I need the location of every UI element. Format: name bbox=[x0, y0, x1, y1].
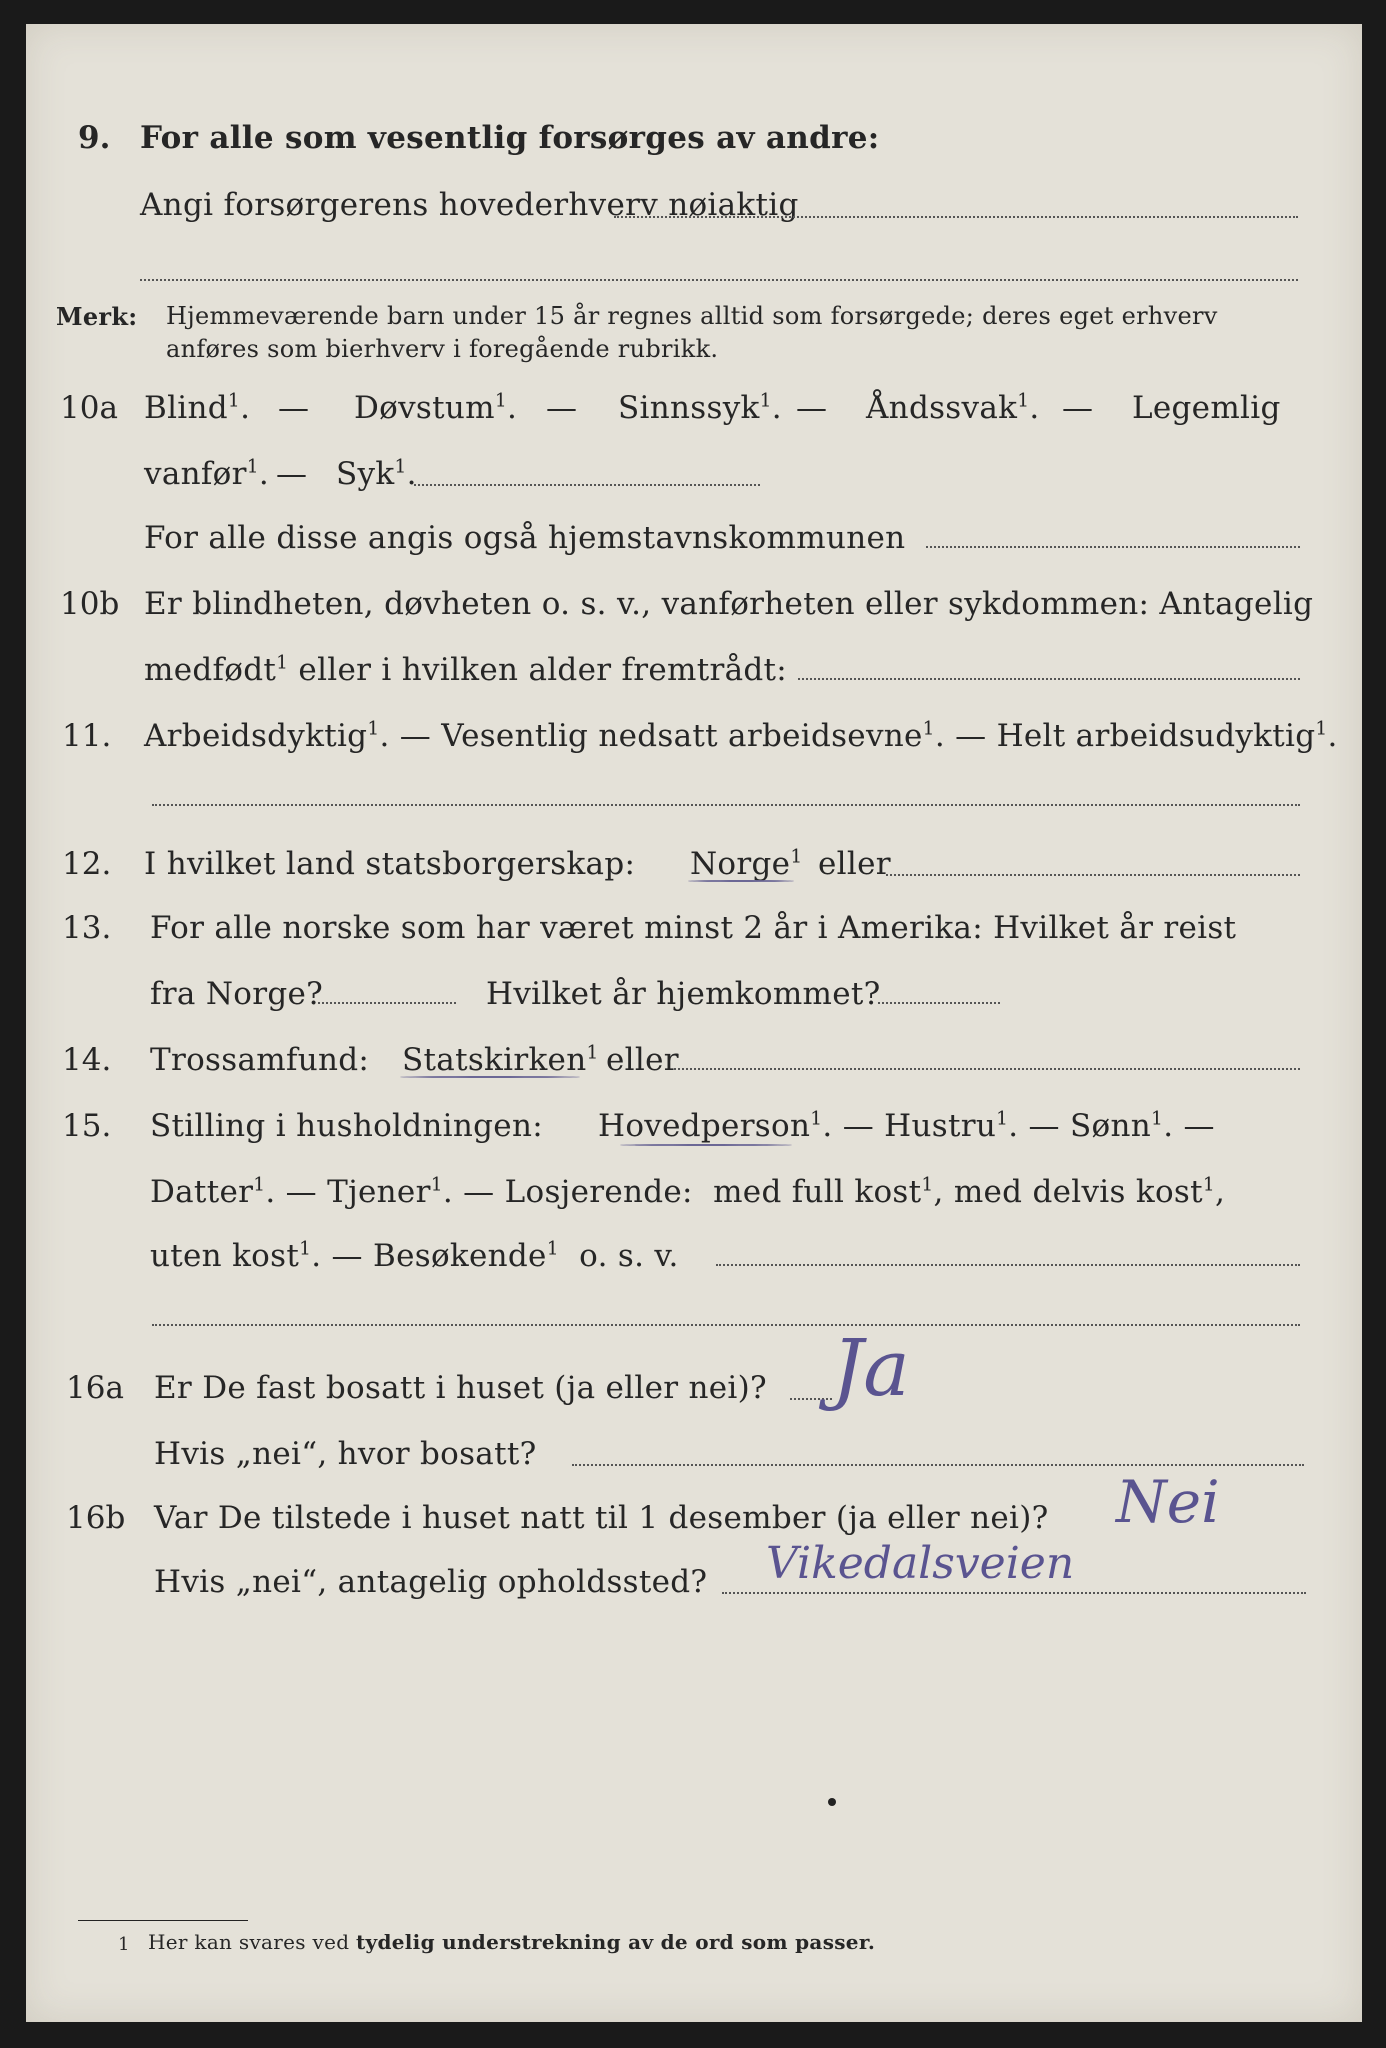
q16b-handwritten-place[interactable]: Vikedalsveien bbox=[766, 1538, 1075, 1589]
q15-hovedperson[interactable]: Hovedperson$^1$. — Hustru$^1$. — Sønn$^1$. — bbox=[598, 1108, 1215, 1144]
dash: — bbox=[1062, 390, 1094, 426]
footnote-text: Her kan svares ved tydelig understrekning av de ord som passer. bbox=[148, 1930, 876, 1954]
q10b-line-1: Er blindheten, døvheten o. s. v., vanførheten eller sykdommen: Antagelig bbox=[144, 586, 1314, 622]
q14-answer-line[interactable] bbox=[674, 1068, 1300, 1070]
q13-line-1: For alle norske som har været minst 2 år i Amerika: Hvilket år reist bbox=[150, 910, 1237, 946]
q10a-hjemstavn: For alle disse angis også hjemstavnskommunen bbox=[144, 520, 906, 556]
q15-answer-line[interactable] bbox=[716, 1264, 1300, 1266]
q14-statskirken[interactable]: Statskirken$^1$ bbox=[402, 1042, 599, 1078]
q16b-question-2: Hvis „nei“, antagelig opholdssted? bbox=[154, 1564, 708, 1600]
q15-answer-line-2[interactable] bbox=[152, 1324, 1300, 1326]
q13-reist: fra Norge? bbox=[150, 976, 324, 1012]
q11-options[interactable]: Arbeidsdyktig$^1$. — Vesentlig nedsatt arbeidsevne$^1$. — Helt arbeidsudyktig$^1$. bbox=[144, 718, 1338, 754]
q16a-question: Er De fast bosatt i huset (ja eller nei)? bbox=[154, 1370, 767, 1406]
q13-number: 13. bbox=[62, 910, 112, 946]
q10a-answer-line[interactable] bbox=[414, 484, 760, 486]
q15-line-3[interactable]: uten kost$^1$. — Besøkende$^1$ o. s. v. bbox=[150, 1238, 679, 1274]
q13-reist-line[interactable] bbox=[318, 1002, 456, 1004]
q10a-number: 10a bbox=[60, 390, 118, 426]
q9-number: 9. bbox=[78, 120, 111, 156]
q16a-number: 16a bbox=[66, 1370, 124, 1406]
q14-number: 14. bbox=[62, 1042, 112, 1078]
merk-line-2: anføres som bierhverv i foregående rubrikk. bbox=[166, 335, 719, 363]
census-form-page bbox=[26, 24, 1362, 2022]
q15-line-2[interactable]: Datter$^1$. — Tjener$^1$. — Losjerende: med full kost$^1$, med delvis kost$^1$, bbox=[150, 1174, 1226, 1210]
q15-question: Stilling i husholdningen: bbox=[150, 1108, 543, 1144]
underline-mark bbox=[400, 1076, 580, 1078]
q10a-dovstum[interactable]: Døvstum$^1$. bbox=[354, 390, 518, 426]
q11-answer-line[interactable] bbox=[152, 804, 1300, 806]
q16b-handwritten-answer[interactable]: Nei bbox=[1116, 1468, 1220, 1536]
q16b-question: Var De tilstede i huset natt til 1 desember (ja eller nei)? bbox=[154, 1500, 1049, 1536]
dash: — bbox=[276, 456, 308, 492]
q10b-line-2: medfødt$^1$ eller i hvilken alder fremtrådt: bbox=[144, 652, 788, 688]
q12-number: 12. bbox=[62, 846, 112, 882]
q9-title: For alle som vesentlig forsørges av andre: bbox=[140, 120, 880, 156]
footnote-mark: 1 bbox=[118, 1934, 130, 1955]
q9-question: Angi forsørgerens hovederhverv nøiaktig bbox=[140, 187, 799, 223]
q13-hjemkommet: Hvilket år hjemkommet? bbox=[486, 976, 881, 1012]
q12-answer-line[interactable] bbox=[886, 874, 1300, 876]
footnote-separator bbox=[78, 1920, 248, 1921]
merk-label: Merk: bbox=[56, 302, 138, 331]
q12-norge[interactable]: Norge$^1$ bbox=[690, 846, 803, 882]
q15-number: 15. bbox=[62, 1108, 112, 1144]
q10a-vanfor[interactable]: vanfør$^1$. bbox=[144, 456, 270, 492]
q10b-number: 10b bbox=[60, 586, 120, 622]
q16a-answer-line-2[interactable] bbox=[572, 1464, 1304, 1466]
dash: — bbox=[546, 390, 578, 426]
q10a-legemlig[interactable]: Legemlig bbox=[1132, 390, 1281, 426]
merk-line-1: Hjemmeværende barn under 15 år regnes alltid som forsørgede; deres eget erhverv bbox=[166, 302, 1218, 330]
underline-mark bbox=[620, 1144, 792, 1146]
q10a-sinnssyk[interactable]: Sinnssyk$^1$. bbox=[618, 390, 782, 426]
q10a-blind[interactable]: Blind$^1$. bbox=[144, 390, 251, 426]
q16a-handwritten-answer[interactable]: Ja bbox=[832, 1324, 910, 1414]
q10a-syk[interactable]: Syk$^1$. bbox=[336, 456, 417, 492]
q12-eller: eller bbox=[818, 846, 891, 882]
dash: — bbox=[796, 390, 828, 426]
q16b-number: 16b bbox=[66, 1500, 126, 1536]
q16a-answer-line[interactable] bbox=[790, 1398, 832, 1400]
q16b-answer-line-2[interactable] bbox=[722, 1592, 1306, 1594]
ink-dot bbox=[828, 1798, 836, 1806]
q14-question: Trossamfund: bbox=[150, 1042, 370, 1078]
dash: — bbox=[278, 390, 310, 426]
q9-answer-line[interactable] bbox=[614, 216, 1298, 218]
q13-hjemkommet-line[interactable] bbox=[878, 1002, 1000, 1004]
q14-eller: eller bbox=[606, 1042, 679, 1078]
q10b-answer-line[interactable] bbox=[798, 678, 1300, 680]
q11-number: 11. bbox=[62, 718, 112, 754]
q9-answer-line-2[interactable] bbox=[140, 279, 1298, 281]
q12-question: I hvilket land statsborgerskap: bbox=[144, 846, 636, 882]
underline-mark bbox=[688, 880, 794, 882]
q16a-question-2: Hvis „nei“, hvor bosatt? bbox=[154, 1436, 537, 1472]
q10a-hjemstavn-line[interactable] bbox=[926, 546, 1300, 548]
q10a-andssvak[interactable]: Åndssvak$^1$. bbox=[866, 390, 1040, 426]
